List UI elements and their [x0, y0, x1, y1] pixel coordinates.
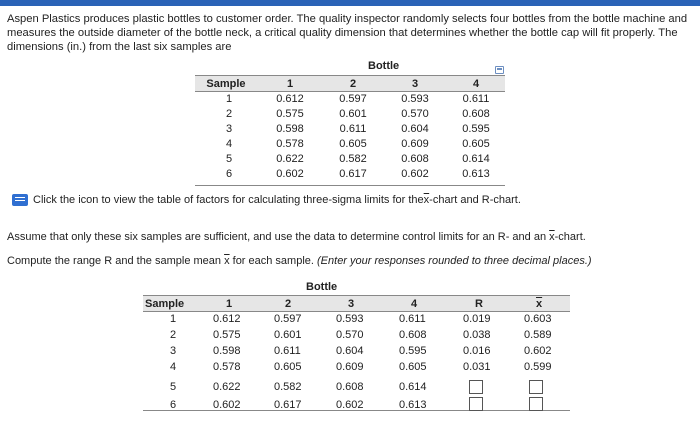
table-row [143, 397, 570, 415]
cell-sample: 6 [170, 399, 177, 411]
cell-value: 0.609 [336, 361, 364, 373]
cell-value: 0.612 [276, 93, 304, 105]
cell-value: 0.593 [401, 93, 429, 105]
cell-value: 0.598 [276, 123, 304, 135]
cell-value: 0.604 [336, 345, 364, 357]
header-bottle-1: 1 [286, 78, 294, 90]
cell-value: 0.605 [274, 361, 302, 373]
table-row [195, 138, 505, 153]
header-bottle-2: 2 [349, 78, 357, 90]
cell-mean: 0.602 [524, 345, 552, 357]
table-header-row [195, 75, 505, 92]
table-row [143, 345, 570, 361]
cell-sample: 4 [225, 138, 233, 150]
compute-prefix: Compute the range R and the sample mean [7, 255, 225, 267]
top-accent-bar [0, 0, 700, 6]
cell-value: 0.582 [339, 153, 367, 165]
cell-value: 0.593 [336, 313, 364, 325]
assume-suffix: -chart. [554, 231, 586, 243]
header-sample: Sample [206, 78, 246, 90]
cell-value: 0.605 [339, 138, 367, 150]
rounding-instruction: (Enter your responses rounded to three decimal places.) [317, 255, 592, 267]
cell-value: 0.617 [339, 168, 367, 180]
cell-sample: 1 [225, 93, 233, 105]
cell-value: 0.578 [213, 361, 241, 373]
cell-value: 0.608 [399, 329, 427, 341]
cell-value: 0.605 [399, 361, 427, 373]
cell-value: 0.595 [462, 123, 490, 135]
compute-middle: for each sample. [229, 255, 318, 267]
cell-value: 0.570 [401, 108, 429, 120]
x-bar-symbol: $\overline{x}$ [549, 231, 555, 243]
cell-value: 0.595 [399, 345, 427, 357]
table-row [143, 313, 570, 329]
header-mean: $\overline{x}$ [536, 298, 543, 310]
cell-mean: 0.603 [524, 313, 552, 325]
table-body [143, 313, 570, 411]
table-row [143, 361, 570, 377]
cell-value: 0.602 [276, 168, 304, 180]
cell-value: 0.611 [399, 313, 426, 325]
factors-table-link[interactable] [12, 194, 521, 206]
cell-value: 0.605 [462, 138, 490, 150]
cell-value: 0.622 [276, 153, 304, 165]
cell-sample: 1 [170, 313, 177, 325]
cell-value: 0.597 [274, 313, 302, 325]
cell-sample: 4 [170, 361, 177, 373]
assumption-text [7, 231, 586, 243]
header-bottle-1: 1 [226, 298, 233, 310]
cell-value: 0.613 [462, 168, 490, 180]
table-row [195, 153, 505, 168]
cell-value: 0.611 [339, 123, 367, 135]
cell-sample: 3 [225, 123, 233, 135]
table-row [143, 377, 570, 397]
cell-value: 0.608 [401, 153, 429, 165]
cell-value: 0.602 [213, 399, 241, 411]
bottle-group-header: Bottle [306, 281, 338, 293]
cell-value: 0.578 [276, 138, 304, 150]
cell-value: 0.602 [336, 399, 364, 411]
cell-value: 0.601 [339, 108, 367, 120]
x-bar-symbol: $\overline{x}$ [423, 194, 430, 206]
instruction-text [7, 255, 592, 267]
cell-sample: 2 [225, 108, 233, 120]
table-row [195, 168, 505, 183]
table-row [195, 123, 505, 138]
cell-value: 0.617 [274, 399, 302, 411]
header-bottle-4: 4 [472, 78, 480, 90]
cell-value: 0.609 [401, 138, 429, 150]
cell-value: 0.613 [399, 399, 427, 411]
range-input-sample-6[interactable] [469, 397, 483, 411]
header-bottle-4: 4 [411, 298, 418, 310]
cell-range: 0.038 [463, 329, 491, 341]
cell-value: 0.582 [274, 381, 302, 393]
factors-link-prefix: Click the icon to view the table of factors for calculating three-sigma limits for the [33, 194, 424, 206]
bottle-group-header: Bottle [368, 60, 400, 72]
factors-link-suffix: -chart and R-chart. [429, 194, 521, 206]
cell-value: 0.570 [336, 329, 364, 341]
cell-value: 0.601 [274, 329, 302, 341]
cell-sample: 5 [225, 153, 233, 165]
cell-value: 0.622 [213, 381, 241, 393]
cell-range: 0.016 [463, 345, 491, 357]
cell-value: 0.612 [213, 313, 241, 325]
cell-sample: 3 [170, 345, 177, 357]
header-range: R [475, 298, 483, 310]
factors-table-icon[interactable] [12, 194, 28, 206]
cell-sample: 2 [170, 329, 177, 341]
cell-value: 0.608 [462, 108, 490, 120]
cell-value: 0.604 [401, 123, 429, 135]
cell-value: 0.575 [276, 108, 304, 120]
cell-mean: 0.589 [524, 329, 552, 341]
cell-value: 0.614 [399, 381, 427, 393]
table-row [195, 108, 505, 123]
cell-value: 0.598 [213, 345, 241, 357]
cell-value: 0.575 [213, 329, 241, 341]
problem-intro: Aspen Plastics produces plastic bottles to customer order. The quality inspector randomly selects four bottles from the bottle machine and measures the outside diameter of the bottle neck, a critical quality dimension that determines whether the bottle cap will fit properly. The dimensions (in.) from the last six samples are [7, 13, 688, 53]
header-bottle-3: 3 [411, 78, 419, 90]
cell-value: 0.611 [274, 345, 301, 357]
cell-value: 0.611 [462, 93, 490, 105]
assume-prefix: Assume that only these six samples are sufficient, and use the data to determine control limits for an R- and an [7, 231, 550, 243]
cell-value: 0.597 [339, 93, 367, 105]
header-sample: Sample [145, 298, 185, 310]
cell-range: 0.031 [463, 361, 491, 373]
range-input-sample-5[interactable] [469, 380, 483, 394]
table-body [195, 93, 505, 186]
table-row [195, 93, 505, 108]
copy-table-icon[interactable] [495, 66, 504, 74]
cell-value: 0.602 [401, 168, 429, 180]
table-row [143, 329, 570, 345]
cell-range: 0.019 [463, 313, 491, 325]
cell-sample: 6 [225, 168, 233, 180]
header-bottle-3: 3 [348, 298, 355, 310]
mean-input-sample-6[interactable] [529, 397, 543, 411]
cell-sample: 5 [170, 381, 177, 393]
cell-mean: 0.599 [524, 361, 552, 373]
cell-value: 0.608 [336, 381, 364, 393]
x-bar-symbol: $\overline{x}$ [224, 255, 230, 267]
table-header-row [143, 295, 570, 312]
mean-input-sample-5[interactable] [529, 380, 543, 394]
cell-value: 0.614 [462, 153, 490, 165]
header-bottle-2: 2 [285, 298, 292, 310]
